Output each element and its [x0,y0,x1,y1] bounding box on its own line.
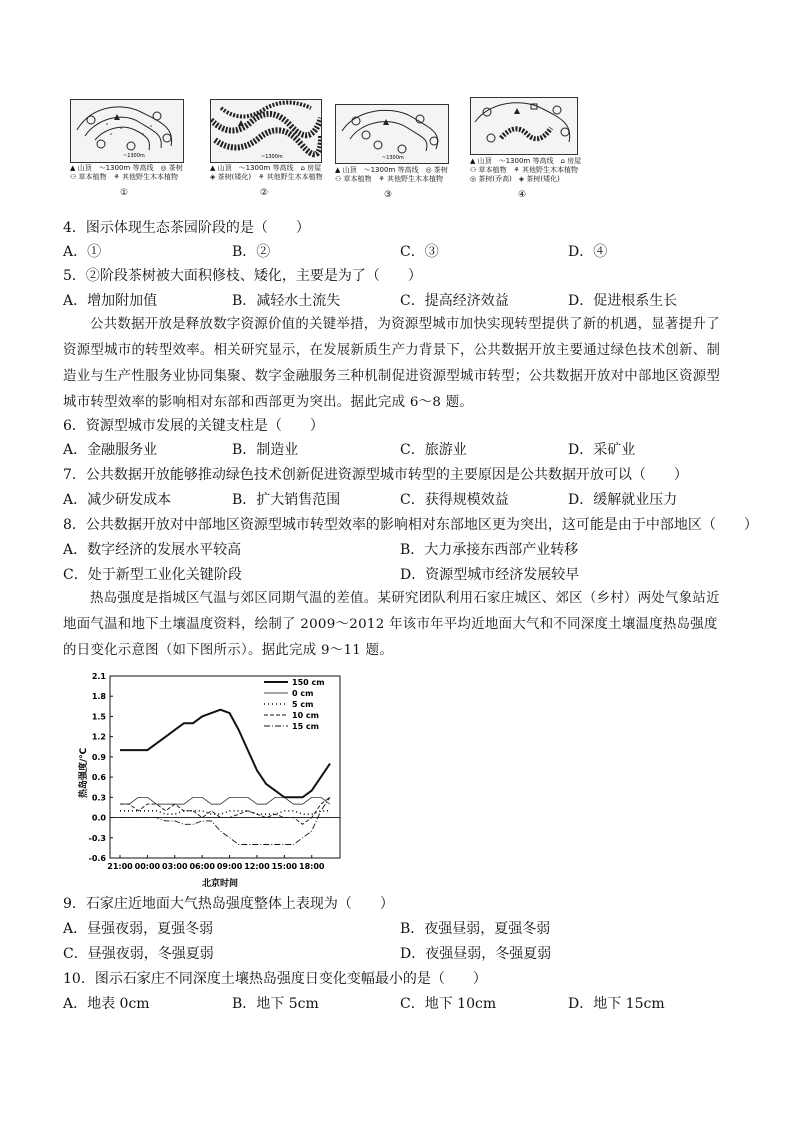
question-7-option-a[interactable]: A．减少研发成本 [63,492,172,508]
chart-y-tick-label: 0.3 [91,793,106,803]
chart-legend-label: 150 cm [292,678,325,687]
map-2-legend [210,164,323,182]
map-stage-2 [210,99,322,163]
chart-legend-label: 0 cm [292,689,314,698]
map-3-label: ③ [384,190,393,200]
chart-y-tick-label: 2.1 [91,672,106,681]
chart-x-tick-label: 12:00 [244,862,270,871]
chart-x-axis-label: 北京时间 [202,879,239,889]
chart-legend-label: 5 cm [292,700,314,709]
map-4-legend-line-1: ▲ 山顶 ～1300m 等高线 ⌂ 房屋 [470,157,582,165]
question-4-option-a[interactable]: A．① [63,244,102,260]
chart-y-ticks [89,672,114,863]
question-5-option-d[interactable]: D．促进根系生长 [568,293,678,309]
question-6-option-c[interactable]: C．旅游业 [400,442,467,458]
map-4-drawing [471,98,577,154]
question-8-option-d[interactable]: D．资源型城市经济发展较早 [400,567,580,583]
question-6-stem: 6．资源型城市发展的关键支柱是（ ） [63,418,324,434]
question-8-option-a[interactable]: A．数字经济的发展水平较高 [63,542,242,558]
question-4-stem: 4．图示体现生态茶园阶段的是（ ） [63,220,310,236]
question-10-option-c[interactable]: C．地下 10cm [400,996,497,1012]
question-10-option-b[interactable]: B．地下 5cm [232,996,319,1012]
chart-legend-label: 15 cm [292,722,319,731]
question-4-option-d[interactable]: D．④ [568,244,608,260]
map-1-legend [70,164,183,182]
map-1-label: ① [120,188,129,198]
chart-legend [264,678,325,731]
question-9-option-d[interactable]: D．夜强昼弱，冬强夏弱 [400,946,552,962]
chart-x-tick-label: 21:00 [107,862,133,871]
map-2-label: ② [260,188,269,198]
question-9-option-b[interactable]: B．夜强昼弱，夏强冬弱 [400,921,551,937]
heat-island-chart [60,668,360,890]
map-3-legend-line-1: ▲ 山顶 ～1300m 等高线 ◎ 茶树 [335,166,448,174]
map-4-legend-line-2: ⚇ 草本植物 ⚘ 其他野生木本植物 [470,166,579,174]
map-1-legend-line-1: ▲ 山顶 ～1300m 等高线 ◎ 茶树 [70,164,183,172]
chart-x-tick-label: 06:00 [189,862,215,871]
map-3-legend [335,166,448,184]
map-1-drawing [71,100,183,162]
chart-x-tick-label: 09:00 [216,862,243,871]
question-7-option-d[interactable]: D．缓解就业压力 [568,492,678,508]
chart-y-tick-label: -0.6 [88,854,106,863]
svg-text:~1300m: ~1300m [261,154,283,160]
svg-text:~1300m: ~1300m [382,155,404,161]
question-7-option-b[interactable]: B．扩大销售范围 [232,492,341,508]
passage-heat-island: 热岛强度是指城区气温与郊区同期气温的差值。某研究团队利用石家庄城区、郊区（乡村）两处气象站近地面气温和地下土壤温度资料，绘制了 2009～2012 年该市年平均近地面大气和不同深度土壤温度热岛强度的日变化示意图（如下图所示）。据此完成 9～11 题。 [63,591,720,658]
passage-public-data: 公共数据开放是释放数字资源价值的关键举措，为资源型城市加快实现转型提供了新的机遇，显著提升了资源型城市的转型效率。相关研究显示，在发展新质生产力背景下，公共数据开放主要通过绿色技术创新、制造业与生产性服务业协同集聚、数字金融服务三种机制促进资源型城市转型；公共数据开放对中部地区资源型城市转型效率的影响相对东部和西部更为突出。据此完成 6～8 题。 [63,317,721,410]
question-10-option-d[interactable]: D．地下 15cm [568,996,665,1012]
map-2-legend-line-2: ◈ 茶树(矮化) ⚘ 其他野生木本植物 [210,173,323,181]
chart-series-line-10cm [120,797,330,824]
chart-y-tick-label: -0.3 [88,833,106,843]
chart-series-line-0cm [120,797,330,804]
question-7-stem: 7．公共数据开放能够推动绿色技术创新促进资源型城市转型的主要原因是公共数据开放可以（ ） [63,467,688,483]
map-2-legend-line-1: ▲ 山顶 ～1300m 等高线 ⌂ 房屋 [210,164,322,172]
question-7-option-c[interactable]: C．获得规模效益 [400,492,509,508]
question-9-stem: 9．石家庄近地面大气热岛强度整体上表现为（ ） [63,896,394,912]
question-6-option-b[interactable]: B．制造业 [232,442,299,458]
map-4-legend [470,157,581,184]
question-4-option-c[interactable]: C．③ [400,244,439,260]
map-4-legend-line-3: ◎ 茶树(乔高) ◈ 茶树(矮化) [470,175,560,183]
chart-y-tick-label: 0.6 [91,773,106,783]
question-6-option-d[interactable]: D．采矿业 [568,442,636,458]
map-1-legend-line-2: ⚇ 草本植物 ⚘ 其他野生木本植物 [70,173,179,181]
question-5-stem: 5．②阶段茶树被大面积修枝、矮化，主要是为了（ ） [63,268,422,284]
map-stage-1 [70,99,184,163]
chart-x-tick-label: 18:00 [299,862,325,871]
map-2-drawing [211,100,321,162]
map-4-label: ④ [518,190,527,200]
svg-text:~1300m: ~1300m [123,153,145,159]
map-stage-4 [470,97,578,155]
chart-y-tick-label: 0.0 [91,813,106,823]
question-8-option-b[interactable]: B．大力承接东西部产业转移 [400,542,579,558]
chart-x-tick-label: 03:00 [162,862,188,871]
chart-y-tick-label: 0.9 [91,752,106,762]
map-stage-3 [335,104,449,164]
chart-series-line-5cm [120,811,330,814]
chart-y-tick-label: 1.2 [91,732,106,742]
question-9-option-a[interactable]: A．昼强夜弱，夏强冬弱 [63,921,214,937]
chart-x-ticks [107,855,325,871]
chart-x-tick-label: 15:00 [271,862,298,871]
question-10-stem: 10．图示石家庄不同深度土壤热岛强度日变化变幅最小的是（ ） [63,971,487,987]
question-5-option-c[interactable]: C．提高经济效益 [400,293,509,309]
question-6-option-a[interactable]: A．金融服务业 [63,442,158,458]
question-4-option-b[interactable]: B．② [232,244,271,260]
map-3-drawing [336,105,448,163]
question-10-option-a[interactable]: A．地表 0cm [63,996,150,1012]
chart-y-tick-label: 1.8 [91,692,106,702]
chart-x-tick-label: 00:00 [134,862,161,871]
map-3-legend-line-2: ⚇ 草本植物 ⚘ 其他野生木本植物 [335,175,444,183]
question-8-option-c[interactable]: C．处于新型工业化关键阶段 [63,567,242,583]
question-8-stem: 8．公共数据开放对中部地区资源型城市转型效率的影响相对东部地区更为突出，这可能是由于中部地区（ ） [63,517,758,533]
chart-legend-label: 10 cm [292,711,319,720]
question-9-option-c[interactable]: C．昼强夜弱，冬强夏弱 [63,946,214,962]
chart-y-tick-label: 1.5 [91,712,106,722]
question-5-option-b[interactable]: B．减轻水土流失 [232,293,341,309]
question-5-option-a[interactable]: A．增加附加值 [63,293,158,309]
chart-y-axis-label: 热岛强度/℃ [79,747,89,798]
